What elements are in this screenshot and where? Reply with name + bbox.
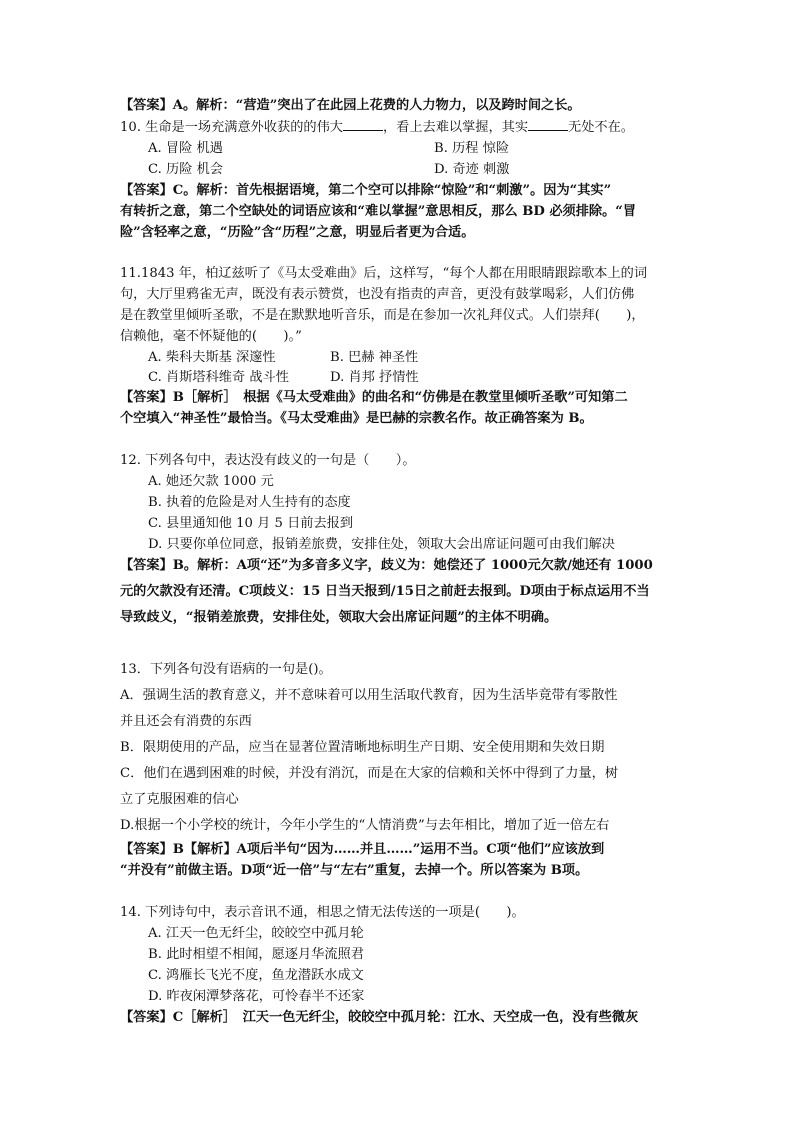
q12-option-b: B. 执着的危险是对人生持有的态度 [148, 495, 351, 510]
q10-stem-part2: ，看上去难以掌握，其实 [382, 120, 529, 135]
q12-option-c: C. 县里通知他 10 月 5 日前去报到 [148, 516, 354, 531]
q13-option-b: B．限期使用的产品，应当在显著位置清晰地标明生产日期、安全使用期和失效日期 [120, 740, 605, 755]
q10-option-a: A. 冒险 机遇 [148, 141, 223, 156]
q12-answer-line-1: 【答案】B。解析：A项“还”为多音多义字，歧义为：她偿还了 1000元欠款/她还有 1000 [120, 558, 653, 573]
q11-answer-line-1: 【答案】B［解析］ 根据《马太受难曲》的曲名和“仿佛是在教堂里倾听圣歌”可知第二 [120, 390, 628, 405]
q10-answer-line-1: 【答案】C。解析：首先根据语境，第二个空可以排除“惊险”和“刺激”。因为“其实” [120, 183, 612, 198]
q13-option-c-line-1: C．他们在遇到困难的时候，并没有消沉，而是在大家的信赖和关怀中得到了力量，树 [120, 766, 619, 781]
q13-option-a-line-2: 并且还会有消费的东西 [120, 714, 252, 729]
q14-answer-line-1: 【答案】C［解析］ 江天一色无纤尘，皎皎空中孤月轮：江水、天空成一色，没有些微灰 [120, 1010, 639, 1025]
q11-option-c: C. 肖斯塔科维奇 战斗性 [148, 370, 289, 385]
q10-answer-line-3: 险”含轻率之意，“历险”含“历程”之意，明显后者更为合适。 [120, 225, 475, 240]
q11-stem-line-3: 是在教堂里倾听圣歌，不是在默默地听音乐，而是在参加一次礼拜仪式。人们崇拜( )， [120, 308, 645, 323]
q10-stem-part1: 10. 生命是一场充满意外收获的的伟大 [120, 120, 343, 135]
q14-option-a: A. 江天一色无纤尘，皎皎空中孤月轮 [148, 926, 364, 941]
q12-option-d: D. 只要你单位同意，报销差旅费，安排住处，领取大会出席证问题可由我们解决 [148, 537, 615, 552]
q12-stem: 12. 下列各句中，表达没有歧义的一句是（ ）。 [120, 453, 416, 468]
q10-option-d: D. 奇迹 刺激 [434, 162, 510, 177]
q11-stem-line-2: 句，大厅里鸦雀无声，既没有表示赞赏，也没有指责的声音，更没有鼓掌喝彩，人们仿佛 [120, 287, 635, 302]
q10-option-b: B. 历程 惊险 [434, 141, 510, 156]
q14-option-b: B. 此时相望不相闻，愿逐月华流照君 [148, 947, 364, 962]
q11-answer-line-2: 个空填入“神圣性”最恰当。《马太受难曲》是巴赫的宗教名作。故正确答案为 B。 [120, 411, 593, 426]
q10-stem-part3: 无处不在。 [568, 120, 634, 135]
q10-stem [120, 118, 634, 138]
q11-stem-line-4: 信赖他，毫不怀疑他的( )。” [120, 329, 302, 344]
q13-stem: 13．下列各句没有语病的一句是()。 [120, 662, 332, 677]
q12-answer-line-2: 元的欠款没有还清。C项歧义：15 日当天报到/15日之前赶去报到。D项由于标点运用不当 [120, 584, 650, 599]
q12-answer-line-3: 导致歧义，“报销差旅费，安排住处，领取大会出席证问题”的主体不明确。 [120, 610, 558, 625]
q13-option-d: D.根据一个小学校的统计，今年小学生的“人情消费”与去年相比，增加了近一倍左右 [120, 818, 610, 833]
q14-stem: 14. 下列诗句中，表示音讯不通，相思之情无法传送的一项是( )。 [120, 905, 525, 920]
q10-answer-line-2: 有转折之意，第二个空缺处的词语应该和“难以掌握”意思相反，那么 BD 必须排除。“冒 [120, 204, 637, 219]
q11-stem-line-1: 11.1843 年，柏辽兹听了《马太受难曲》后，这样写，“每个人都在用眼睛跟踪歌本上的词 [120, 266, 648, 281]
q14-option-c: C. 鸿雁长飞光不度，鱼龙潜跃水成文 [148, 968, 364, 983]
q10-blank-1 [343, 120, 383, 131]
q11-option-d: D. 肖邦 抒情性 [330, 370, 419, 385]
q9-answer: 【答案】A。解析：“营造”突出了在此园上花费的人力物力，以及跨时间之长。 [120, 98, 581, 113]
q13-option-a-line-1: A．强调生活的教育意义，并不意味着可以用生活取代教育，因为生活毕竟带有零散性 [120, 688, 618, 703]
q12-option-a: A. 她还欠款 1000 元 [148, 474, 274, 489]
q10-blank-2 [528, 120, 568, 131]
q13-answer-line-1: 【答案】B【解析】A项后半句“因为……并且……”运用不当。C项“他们”应该放到 [120, 842, 605, 857]
q13-option-c-line-2: 立了克服困难的信心 [120, 792, 239, 807]
q14-option-d: D. 昨夜闲潭梦落花，可怜春半不还家 [148, 989, 365, 1004]
q10-option-c: C. 历险 机会 [148, 162, 223, 177]
q13-answer-line-2: “并没有”前做主语。D项“近一倍”与“左右”重复，去掉一个。所以答案为 B项。 [120, 863, 589, 878]
q11-option-a: A. 柴科夫斯基 深邃性 [148, 350, 276, 365]
q11-option-b: B. 巴赫 神圣性 [330, 350, 419, 365]
